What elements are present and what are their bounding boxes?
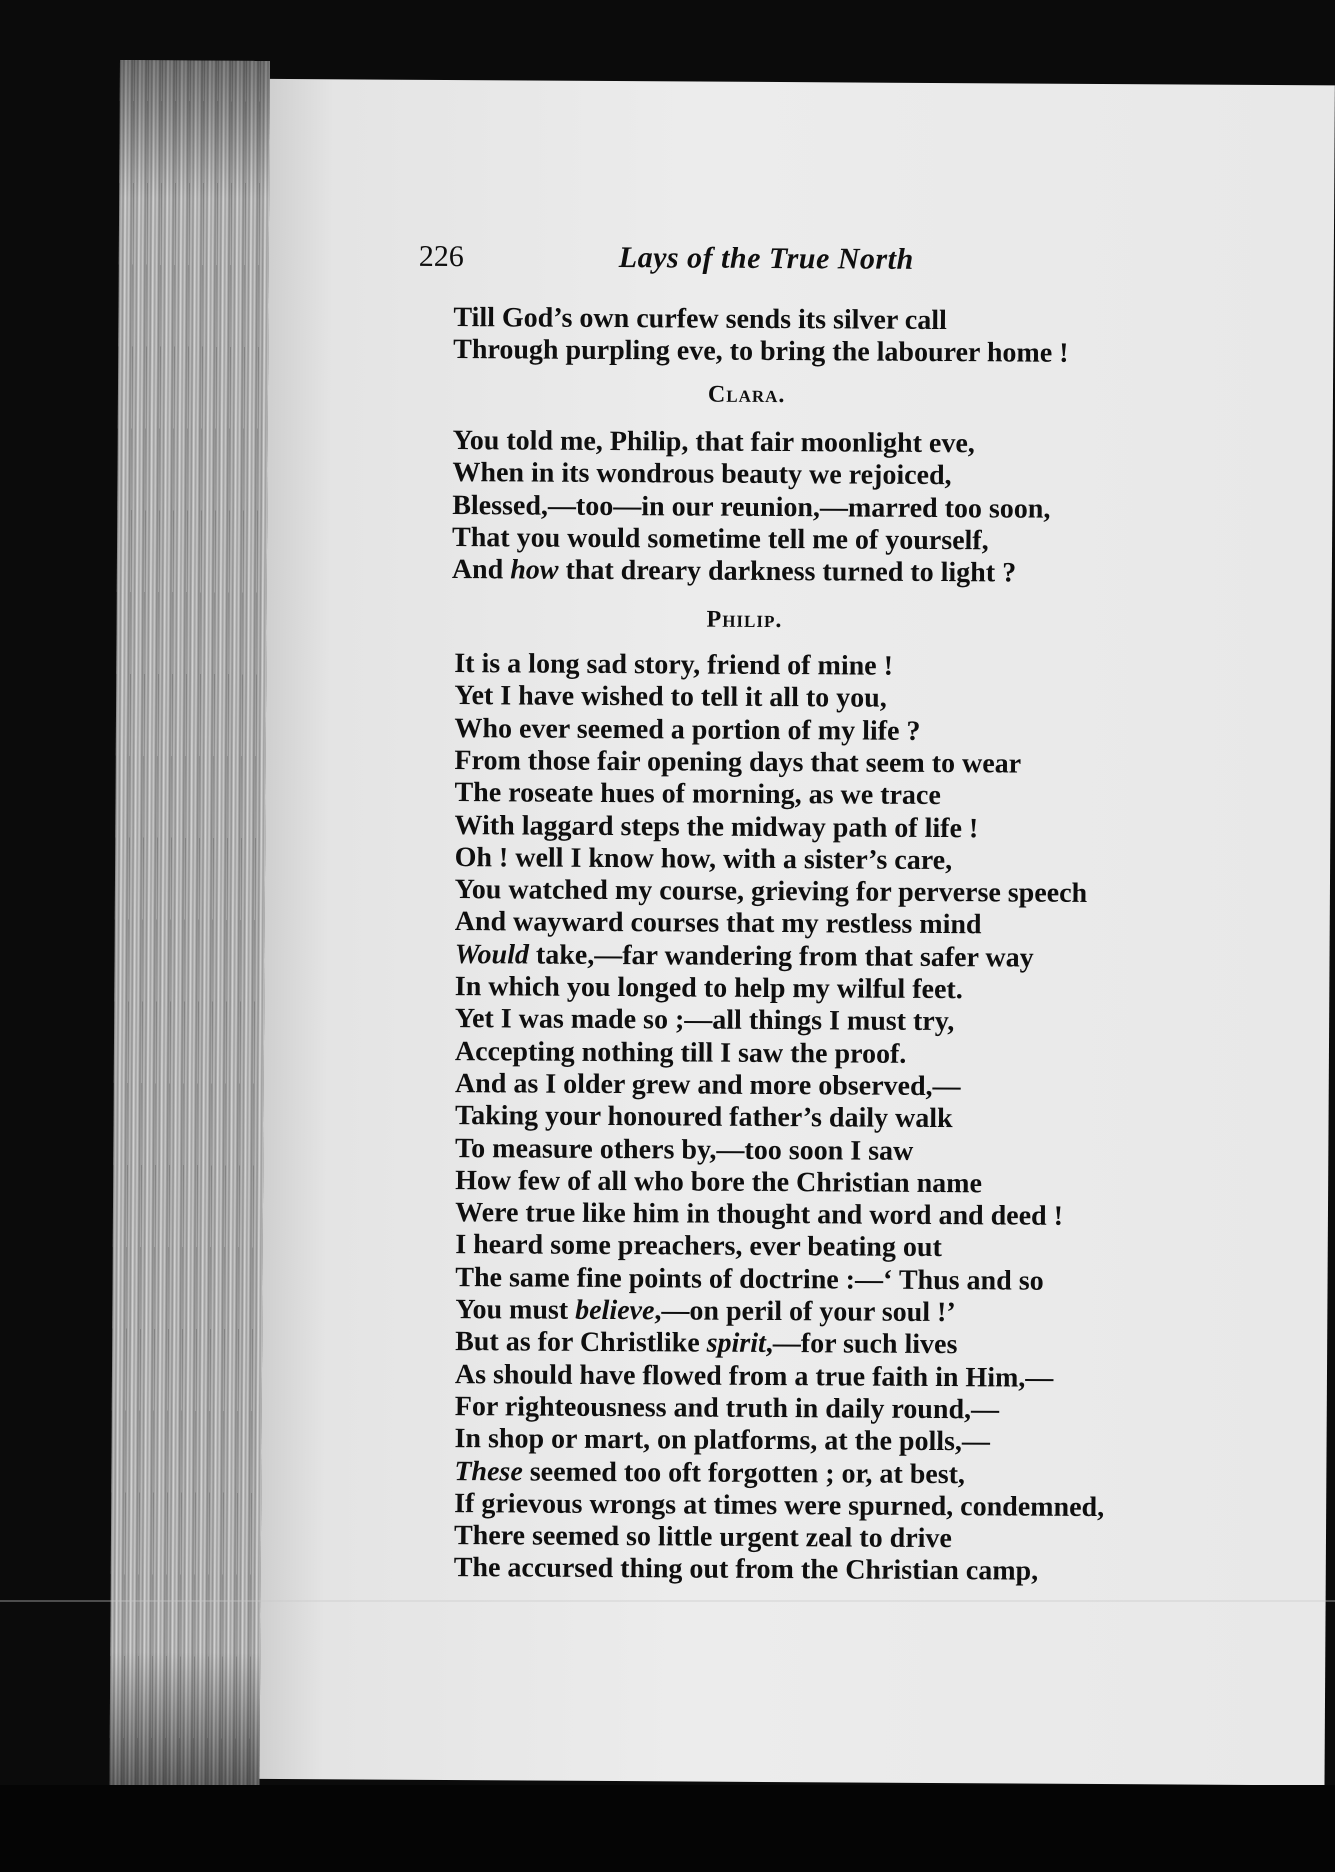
emphasis-text: believe	[575, 1294, 655, 1327]
verse-line: For righteousness and truth in daily round,—	[454, 1390, 1000, 1426]
scan-artifact-line	[0, 1600, 1335, 1602]
page-text	[260, 79, 1335, 1785]
book-page-block	[109, 60, 1335, 1797]
line-text: But as for Christlike	[455, 1326, 707, 1359]
verse-line: The roseate hues of morning, as we trace	[454, 777, 941, 812]
line-text: ,—on peril of your soul !’	[654, 1295, 956, 1329]
verse-line: If grievous wrongs at times were spurned, condemned,	[454, 1487, 1105, 1523]
line-text: that dreary darkness turned to light ?	[558, 554, 1017, 589]
verse-line: I heard some preachers, ever beating out	[455, 1229, 942, 1264]
line-text: seemed too oft forgotten ; or, at best,	[522, 1455, 966, 1490]
verse-line: Taking your honoured father’s daily walk	[454, 1100, 953, 1135]
verse-line: Through purpling eve, to bring the labourer home !	[453, 334, 1069, 370]
speaker-philip: Philip.	[706, 606, 783, 634]
verse-line: Were true like him in thought and word and deed !	[455, 1197, 1064, 1232]
verse-line: How few of all who bore the Christian name	[455, 1164, 983, 1200]
verse-line: Till God’s own curfew sends its silver call	[453, 302, 947, 337]
verse-line: And as I older grew and more observed,—	[454, 1067, 961, 1103]
page-edges	[109, 60, 270, 1791]
page-number: 226	[418, 239, 464, 274]
line-text: take,—far wandering from that safer way	[528, 939, 1034, 974]
verse-line: And wayward courses that my restless mind	[454, 906, 982, 941]
running-title: Lays of the True North	[618, 241, 914, 276]
line-text: And	[451, 554, 511, 586]
verse-line: In which you longed to help my wilful feet.	[454, 971, 963, 1006]
verse-line	[455, 939, 1034, 975]
verse-line	[452, 554, 1016, 589]
verse-line: Yet I was made so ;—all things I must try,	[454, 1003, 955, 1038]
verse-line: As should have flowed from a true faith in Him,—	[454, 1358, 1054, 1394]
verse-line: In shop or mart, on platforms, at the polls,—	[454, 1423, 991, 1458]
verse-line: Who ever seemed a portion of my life ?	[454, 712, 921, 747]
line-text: ,—for such lives	[765, 1328, 958, 1361]
verse-line: You watched my course, grieving for perverse speech	[454, 874, 1088, 910]
verse-line: There seemed so little urgent zeal to drive	[453, 1520, 952, 1555]
emphasis-text: how	[510, 554, 559, 586]
emphasis-text: spirit	[706, 1327, 766, 1360]
verse-line	[455, 1294, 956, 1329]
verse-line: Oh ! well I know how, with a sister’s care,	[454, 841, 953, 876]
verse-line: Accepting nothing till I saw the proof.	[454, 1035, 907, 1070]
speaker-clara: Clara.	[707, 381, 786, 409]
running-head	[419, 240, 1119, 284]
verse-line: Blessed,—too—in our reunion,—marred too soon,	[452, 489, 1051, 525]
verse-line	[455, 1326, 957, 1361]
book-page	[260, 79, 1335, 1785]
line-text: You must	[455, 1294, 576, 1326]
verse-line: You told me, Philip, that fair moonlight eve,	[452, 425, 975, 460]
emphasis-text: Would	[454, 938, 530, 971]
verse-line: That you would sometime tell me of yourself,	[451, 521, 989, 557]
scan-bottom-border	[0, 1785, 1335, 1872]
verse-line: It is a long sad story, friend of mine !	[454, 648, 894, 682]
verse-line: When in its wondrous beauty we rejoiced,	[452, 457, 952, 492]
verse-line: To measure others by,—too soon I saw	[455, 1132, 914, 1167]
verse-line: Yet I have wished to tell it all to you,	[454, 680, 887, 714]
verse-line: The accursed thing out from the Christian camp,	[453, 1552, 1039, 1588]
emphasis-text: These	[454, 1455, 523, 1487]
verse-line: The same fine points of doctrine :—‘ Thus and so	[455, 1261, 1044, 1297]
verse-line: With laggard steps the midway path of life !	[454, 809, 979, 844]
verse-line: From those fair opening days that seem to wear	[454, 744, 1022, 780]
verse-line	[454, 1456, 965, 1491]
